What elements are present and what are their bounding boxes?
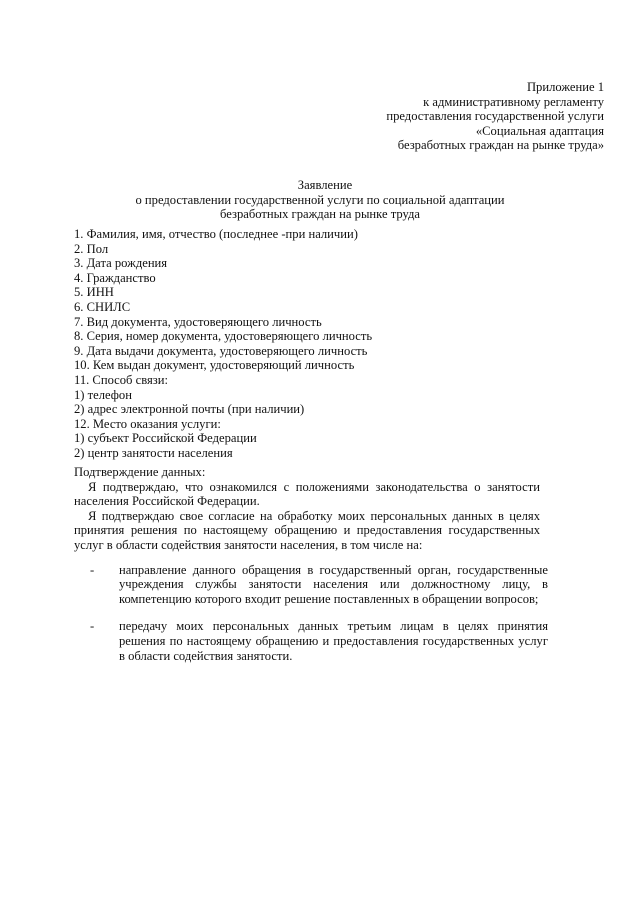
title-line: о предоставлении государственной услуги по социальной адаптации (135, 192, 505, 207)
form-field: 8. Серия, номер документа, удостоверяющего личность (74, 329, 373, 344)
form-field: 2) адрес электронной почты (при наличии) (74, 402, 305, 417)
form-field: 3. Дата рождения (74, 256, 168, 271)
consent-paragraph (74, 509, 540, 553)
confirmation-heading: Подтверждение данных: (74, 465, 206, 479)
paragraph-text: Я подтверждаю, что ознакомился с положениями законодательства о занятости населения Российской Федерации. (74, 479, 540, 509)
form-field: 10. Кем выдан документ, удостоверяющий личность (74, 358, 355, 373)
confirmation-paragraph (74, 480, 540, 509)
document-title (0, 178, 640, 222)
list-item (86, 563, 548, 607)
form-field: 2. Пол (74, 241, 109, 256)
form-field: 6. СНИЛС (74, 299, 131, 314)
form-field: 2) центр занятости населения (74, 445, 233, 460)
paragraph-text: Я подтверждаю свое согласие на обработку моих персональных данных в целях принятия решения по настоящему обращению и предоставления государственных услуг в области содействия занятости населения, в том числе на: (74, 508, 540, 552)
appendix-line: Приложение 1 (526, 80, 604, 94)
form-fields-list (74, 227, 594, 461)
list-item (86, 619, 548, 663)
title-line: безработных граждан на рынке труда (220, 207, 420, 222)
title-line: Заявление (297, 178, 353, 192)
list-item-text: направление данного обращения в государственный орган, государственные учреждения службы занятости населения или должностному лицу, в компетенцию которого входит решение поставленных в обращении вопросов; (119, 562, 548, 606)
form-field: 1) субъект Российской Федерации (74, 431, 257, 446)
form-field: 9. Дата выдачи документа, удостоверяющего личность (74, 343, 368, 358)
bullet-dash: - (90, 562, 95, 577)
appendix-line: предоставления государственной услуги (386, 109, 604, 124)
form-field: 11. Способ связи: (74, 372, 168, 387)
form-field: 1) телефон (74, 387, 132, 402)
list-item-text: передачу моих персональных данных третьим лицам в целях принятия решения по настоящему обращению и предоставления государственных услуг в области содействия занятости. (119, 619, 548, 663)
form-field: 7. Вид документа, удостоверяющего личность (74, 314, 322, 329)
appendix-line: «Социальная адаптация (475, 123, 604, 138)
form-field: 1. Фамилия, имя, отчество (последнее -при наличии) (74, 227, 358, 241)
form-field: 5. ИНН (74, 285, 114, 300)
confirmation-section (74, 465, 574, 676)
form-field: 4. Гражданство (74, 270, 156, 285)
appendix-line: к административному регламенту (423, 94, 604, 109)
appendix-header (304, 80, 604, 153)
consent-list (86, 563, 548, 664)
bullet-dash: - (90, 619, 95, 634)
appendix-line: безработных граждан на рынке труда» (397, 138, 604, 153)
form-field: 12. Место оказания услуги: (74, 416, 221, 431)
